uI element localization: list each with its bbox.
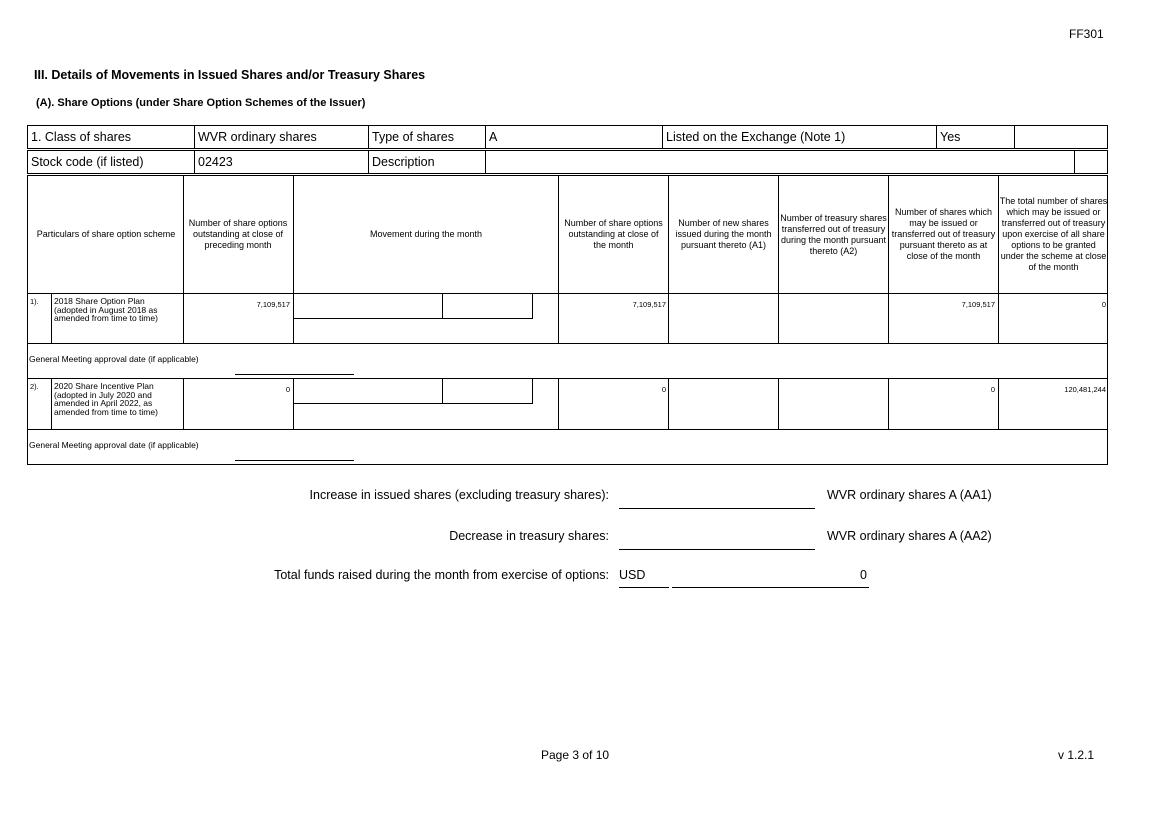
page-number: Page 3 of 10 [541, 748, 610, 762]
row-1-outstanding-close: 7,109,517 [632, 300, 666, 309]
row-1-gm-date-field[interactable] [235, 374, 354, 375]
stock-label: Stock code (if listed) [28, 151, 195, 174]
row-2-outstanding-close: 0 [661, 385, 666, 394]
version: v 1.2.1 [1058, 748, 1095, 762]
col-outstanding-prev: Number of share options outstanding at close of preceding month [188, 218, 288, 250]
col-may-be-issued: Number of shares which may be issued or transferred out of treasury pursuant thereto as at close of the month [891, 207, 996, 261]
form-code: FF301 [1069, 27, 1104, 41]
col-treasury-transferred: Number of treasury shares transferred out of treasury during the month pursuant thereto (A2) [780, 212, 887, 256]
row-1-outstanding-prev: 7,109,517 [256, 300, 290, 309]
row-2-gm-date-field[interactable] [235, 460, 354, 461]
row-2-outstanding-prev: 0 [285, 385, 290, 394]
share-options-table [27, 175, 1108, 465]
row-2-total-number: 120,481,244 [1064, 385, 1106, 394]
section-title: III. Details of Movements in Issued Shares and/or Treasury Shares [34, 68, 426, 82]
desc-value [486, 151, 1075, 174]
type-value: A [486, 126, 663, 149]
decrease-field[interactable] [619, 549, 815, 550]
class-value: WVR ordinary shares [195, 126, 369, 149]
col-total-number: The total number of shares which may be issued or transferred out of treasury upon exercise of all share options to be granted under the scheme at close of the month [999, 196, 1108, 272]
listed-value: Yes [937, 126, 1015, 149]
type-label: Type of shares [369, 126, 486, 149]
decrease-label: Decrease in treasury shares: [449, 529, 609, 543]
row-1-total-number: 0 [1101, 300, 1106, 309]
row-2-name: 2020 Share Incentive Plan (adopted in July 2020 and amended in April 2022, as amended from time to time) [54, 381, 158, 417]
col-movement: Movement during the month [369, 229, 483, 239]
row-1-no: 1). [30, 297, 39, 306]
desc-label: Description [369, 151, 486, 174]
col-outstanding-close: Number of share options outstanding at close of the month [564, 218, 663, 250]
subsection-title: (A). Share Options (under Share Option Schemes of the Issuer) [36, 97, 366, 109]
desc-extra [1075, 151, 1108, 174]
row-2-gm-label: General Meeting approval date (if applicable) [29, 440, 199, 450]
funds-currency-underline [619, 587, 669, 588]
increase-field[interactable] [619, 508, 815, 509]
row-1-gm-label: General Meeting approval date (if applicable) [29, 354, 199, 364]
funds-currency: USD [619, 568, 646, 582]
funds-field[interactable] [672, 587, 869, 588]
increase-label: Increase in issued shares (excluding treasury shares): [309, 488, 609, 502]
funds-label: Total funds raised during the month from exercise of options: [274, 568, 609, 582]
row-2-no: 2). [30, 382, 39, 391]
row-1-may-be-issued: 7,109,517 [961, 300, 995, 309]
funds-value: 0 [860, 568, 867, 582]
decrease-unit: WVR ordinary shares A (AA2) [827, 529, 992, 543]
increase-unit: WVR ordinary shares A (AA1) [827, 488, 992, 502]
share-class-row [27, 125, 1108, 149]
row-2-may-be-issued: 0 [990, 385, 995, 394]
col-particulars: Particulars of share option scheme [36, 229, 176, 239]
row-1-name: 2018 Share Option Plan (adopted in August 2018 as amended from time to time) [54, 296, 158, 323]
listed-label: Listed on the Exchange (Note 1) [663, 126, 937, 149]
stock-code-row [27, 150, 1108, 174]
class-label: 1. Class of shares [28, 126, 195, 149]
col-new-shares: Number of new shares issued during the month pursuant thereto (A1) [675, 218, 772, 250]
stock-value: 02423 [195, 151, 369, 174]
listed-extra [1015, 126, 1108, 149]
